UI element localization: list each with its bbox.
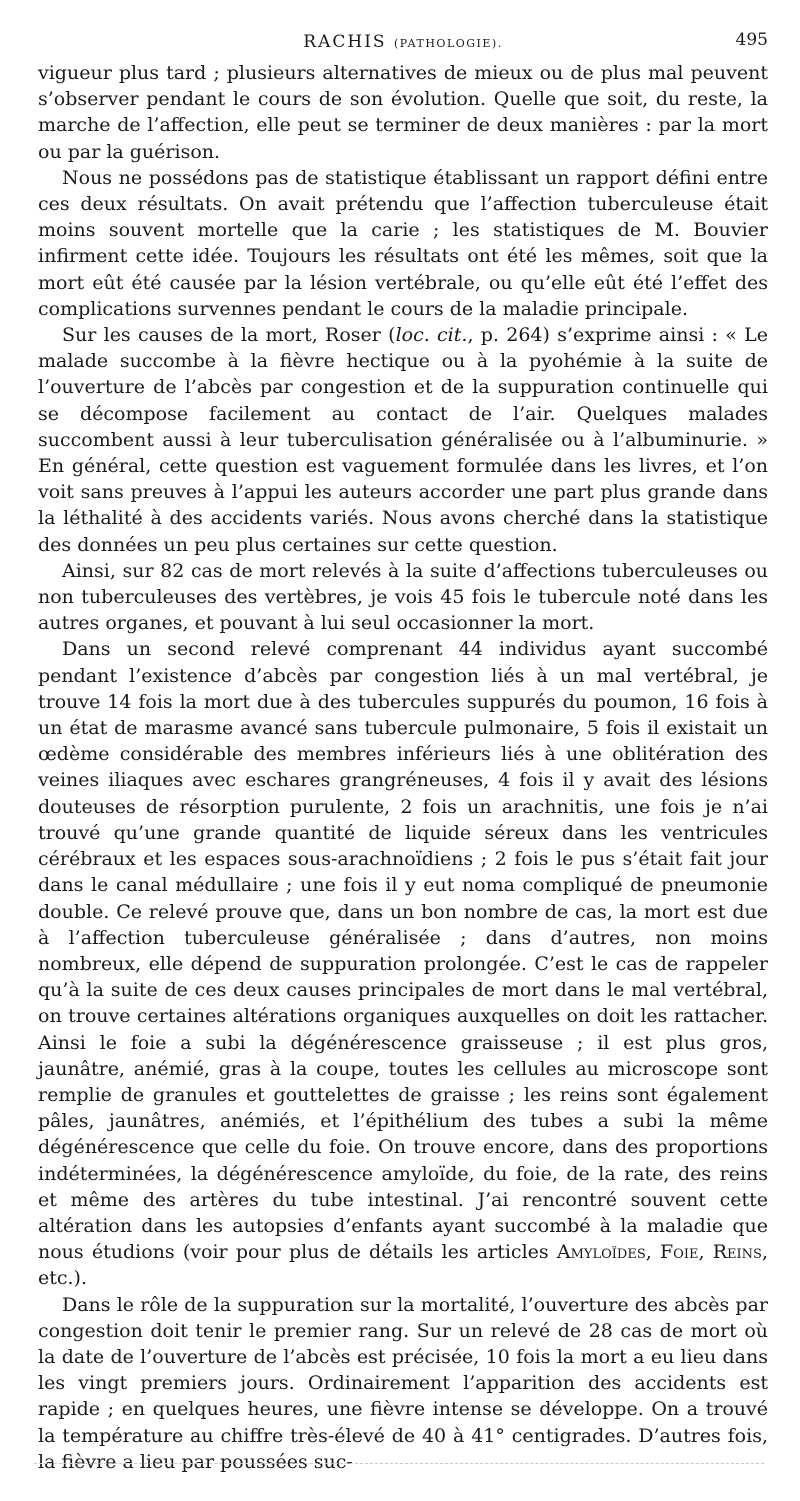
citation-reference: loc. cit. bbox=[395, 324, 468, 347]
paragraph-3-text-b: , p. 264) s’exprime ainsi : « Le malade succombe à la fièvre hectique ou à la pyohémie à la suite de l’ouverture de l’abcès par congestion et de la suppuration continuelle qui se décompose facilement au contact de l’air. Quelques malades succombent aussi à leur tuberculisation généralisée ou à l’albuminurie. » En général, cette question est vaguement formulée dans les livres, et l’on voit sans preuves à l’appui les auteurs accorder une part plus grande dans la léthalité à des accidents variés. Nous avons cherché dans la statistique des données un peu plus certaines sur cette question. bbox=[38, 324, 768, 556]
paragraph-5-text-a: Dans un second relevé comprenant 44 individus ayant succombé pendant l’existence d’abcès par congestion liés à un mal vertébral, je trouve 14 fois la mort due à des tubercules suppurés du poumon, 16 fois à un état de marasme avancé sans tubercule pulmonaire, 5 fois il existait un œdème considérable des membres inférieurs liés à une oblitération des veines iliaques avec eschares grangréneuses, 4 fois il y avait des lésions douteuses de résorption purulente, 2 fois un arachnitis, une fois je n’ai trouvé qu’une grande quantité de liquide séreux dans les ventricules cérébraux et les espaces sous-arachnoïdiens ; 2 fois le pus s’était fait jour dans le canal médullaire ; une fois il y eut noma compliqué de pneumonie double. Ce relevé prouve que, dans un bon nombre de cas, la mort est due à l’affection tuberculeuse généralisée ; dans d’autres, non moins nombreux, elle dépend de suppuration prolongée. C’est le cas de rappeler qu’à la suite de ces deux causes principales de mort dans le mal vertébral, on trouve certaines altérations organiques auxquelles on doit les rattacher. Ainsi le foie a subi la dégénérescence graisseuse ; il est plus gros, jaunâtre, anémié, gras à la coupe, toutes les cellules au microscope sont remplie de granules et gouttelettes de graisse ; les reins sont également pâles, jaunâtres, anémiés, et l’épithélium des tubes a subi la même dégénérescence que celle du foie. On trouve encore, dans des proportions indéterminées, la dégénérescence amyloïde, du foie, de la rate, des reins et même des artères du tube intestinal. J’ai rencontré souvent cette altération dans les autopsies d’enfants ayant succombé à la maladie que nous étudions (voir pour plus de détails les articles bbox=[38, 638, 768, 1264]
paragraph-6: Dans le rôle de la suppuration sur la mortalité, l’ouverture des abcès par congestion doit tenir le premier rang. Sur un relevé de 28 cas de mort où la date de l’ouverture de l’abcès est précisée, 10 fois la mort a eu lieu dans les vingt premiers jours. Ordinairement l’apparition des accidents est rapide ; en quelques heures, une fièvre intense se développe. On a trouvé la température au chiffre très-élevé de 40 à 41° centigrades. D’autres fois, la fièvre a lieu par poussées suc- bbox=[38, 1293, 768, 1473]
paragraph-5: Dans un second relevé comprenant 44 individus ayant succombé pendant l’existence d’abcès par congestion liés à un mal vertébral, je trouve 14 fois la mort due à des tubercules suppurés du poumon, 16 fois à un état de marasme avancé sans tubercule pulmonaire, 5 fois il existait un œdème considérable des membres inférieurs liés à une oblitération des veines iliaques avec eschares grangréneuses, 4 fois il y avait des lésions douteuses de résorption purulente, 2 fois un arachnitis, une fois je n’ai trouvé qu’une grande quantité de liquide séreux dans les ventricules cérébraux et les espaces sous-arachnoïdiens ; 2 fois le pus s’était fait jour dans le canal médullaire ; une fois il y eut noma compliqué de pneumonie double. Ce relevé prouve que, dans un bon nombre de cas, la mort est due à l’affection tuberculeuse généralisée ; dans d’autres, non moins nombreux, elle dépend de suppuration prolongée. C’est le cas de rappeler qu’à la suite de ces deux causes principales de mort dans le mal vertébral, on trouve certaines altérations organiques auxquelles on doit les rattacher. Ainsi le foie a subi la dégénérescence graisseuse ; il est plus gros, jaunâtre, anémié, gras à la coupe, toutes les cellules au microscope sont remplie de granules et gouttelettes de graisse ; les reins sont également pâles, jaunâtres, anémiés, et l’épithélium des tubes a subi la même dégénérescence que celle du foie. On trouve encore, dans des proportions indéterminées, la dégénérescence amyloïde, du foie, de la rate, des reins et même des artères du tube intestinal. J’ai rencontré souvent cette altération dans les autopsies d’enfants ayant succombé à la maladie que nous étudions (voir pour plus de détails les articles Amyloïdes, Foie, Reins, etc.). bbox=[38, 638, 768, 1290]
cross-reference-amyloides: Amyloïdes bbox=[556, 1241, 646, 1264]
footer-rule bbox=[34, 1463, 764, 1464]
paragraph-5-text-b: , etc.). bbox=[38, 1241, 768, 1290]
body-text bbox=[38, 60, 768, 1475]
cross-reference-foie: Foie bbox=[660, 1241, 699, 1264]
paragraph-3-text-a: Sur les causes de la mort, Roser ( bbox=[62, 324, 396, 347]
running-header bbox=[38, 28, 768, 60]
paragraph-3 bbox=[38, 322, 768, 558]
cross-reference-reins: Reins bbox=[712, 1241, 762, 1264]
book-page bbox=[38, 28, 768, 1475]
running-title bbox=[38, 32, 768, 52]
running-title-main: RACHIS bbox=[303, 32, 387, 52]
paragraph-2: Nous ne possédons pas de statistique établissant un rapport défini entre ces deux résultats. On avait prétendu que l’affection tuberculeuse était moins souvent mortelle que la carie ; les statistiques de M. Bouvier infirment cette idée. Toujours les résultats ont été les mêmes, soit que la mort eût été causée par la lésion vertébrale, ou qu’elle eût été l’effet des complications survennes pendant le cours de la maladie principale. bbox=[38, 166, 768, 320]
paragraph-1: vigueur plus tard ; plusieurs alternatives de mieux ou de plus mal peuvent s’observer pendant le cours de son évolution. Quelle que soit, du reste, la marche de l’affection, elle peut se terminer de deux manières : par la mort ou par la guérison. bbox=[38, 62, 768, 163]
running-title-subtitle: (PATHOLOGIE). bbox=[393, 37, 503, 50]
page-number: 495 bbox=[735, 30, 768, 50]
paragraph-4: Ainsi, sur 82 cas de mort relevés à la suite d’affections tuberculeuses ou non tuberculeuses des vertèbres, je vois 45 fois le tubercule noté dans les autres organes, et pouvant à lui seul occasionner la mort. bbox=[38, 559, 768, 635]
